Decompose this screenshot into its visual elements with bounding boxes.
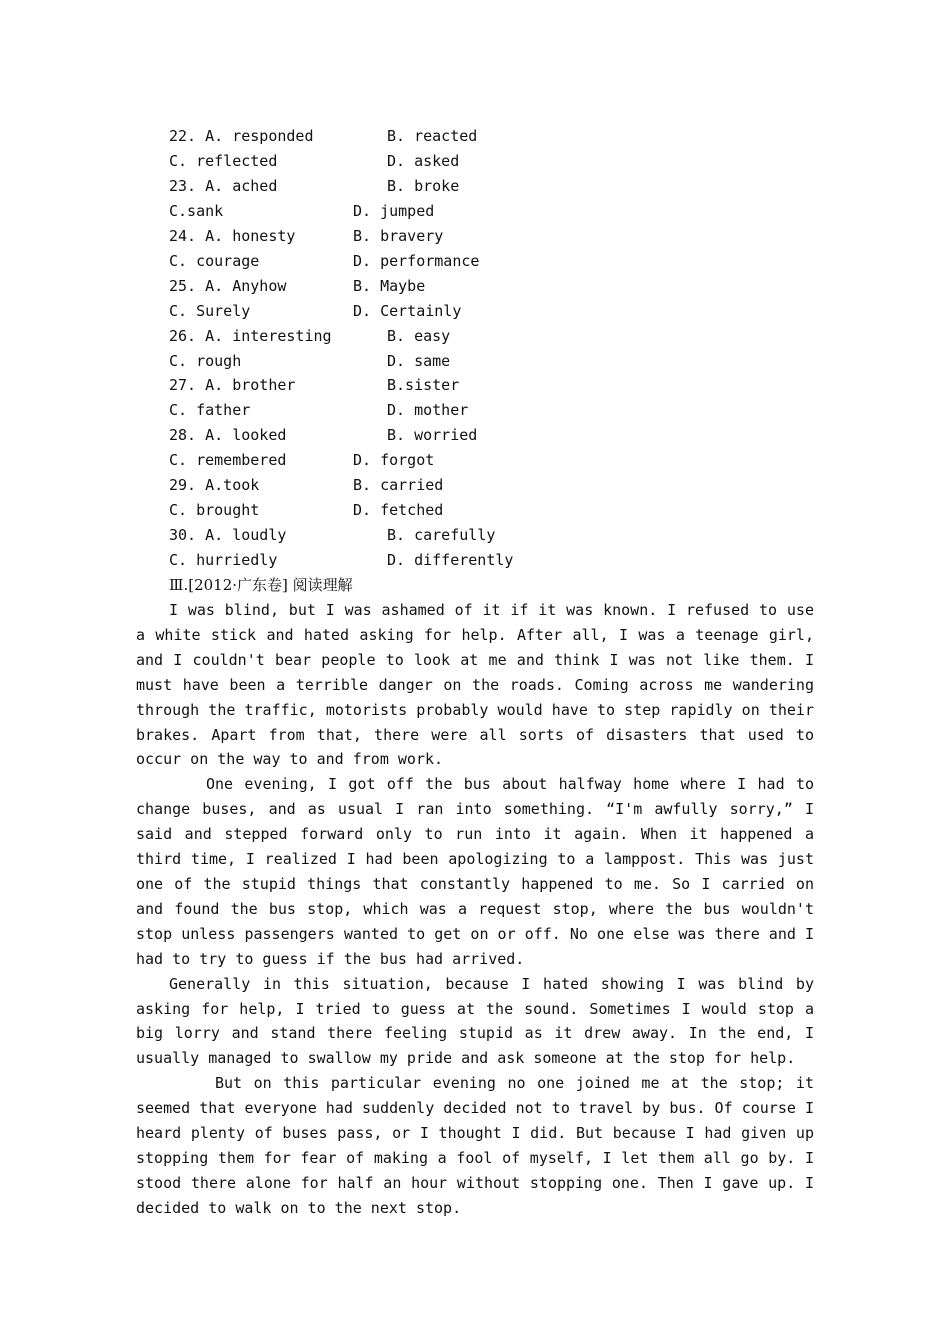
option-a: C.sank	[169, 202, 224, 220]
option-b: D. asked	[387, 152, 460, 170]
option-a: 24. A. honesty	[169, 227, 296, 245]
reading-passage	[136, 598, 814, 1221]
option-b: B. easy	[387, 327, 451, 345]
option-b: B. worried	[387, 426, 478, 444]
option-b: B. reacted	[387, 127, 478, 145]
option-a: 26. A. interesting	[169, 327, 332, 345]
passage-paragraph: Generally in this situation, because I hated showing I was blind by asking for help, I tried to guess at the sound. Sometimes I would stop a big lorry and stand there feeling stupid as it drew away. In the end, I usually managed to swallow my pride and ask someone at the stop for help.	[136, 974, 814, 1068]
option-a: 25. A. Anyhow	[169, 277, 287, 295]
option-b: D. Certainly	[353, 302, 462, 320]
option-a: C. Surely	[169, 302, 251, 320]
option-a: C. courage	[169, 252, 260, 270]
option-a: C. remembered	[169, 451, 287, 469]
option-b: D. performance	[353, 252, 480, 270]
option-b: D. fetched	[353, 501, 444, 519]
option-a: 23. A. ached	[169, 177, 278, 195]
option-a: 22. A. responded	[169, 127, 314, 145]
option-b: B. Maybe	[353, 277, 426, 295]
option-b: D. mother	[387, 401, 469, 419]
option-b: B.sister	[387, 376, 460, 394]
option-b: B. broke	[387, 177, 460, 195]
option-b: B. carefully	[387, 526, 496, 544]
option-a: 30. A. loudly	[169, 526, 287, 544]
option-b: D. differently	[387, 551, 514, 569]
passage-paragraph: I was blind, but I was ashamed of it if it was known. I refused to use a white stick and hated asking for help. After all, I was a teenage girl, and I couldn't bear people to look at me and think I was not like them. I must have been a terrible danger on the roads. Coming across me wandering through the traffic, motorists probably would have to step rapidly on their brakes. Apart from that, there were all sorts of disasters that used to occur on the way to and from work.	[136, 601, 814, 769]
option-b: B. bravery	[353, 227, 444, 245]
option-a: C. rough	[169, 352, 242, 370]
option-a: C. hurriedly	[169, 551, 278, 569]
passage-paragraph: One evening, I got off the bus about halfway home where I had to change buses, and as usual I ran into something. “I'm awfully sorry,” I said and stepped forward only to run into it again. When it happened a third time, I realized I had been apologizing to a lamppost. This was just one of the stupid things that constantly happened to me. So I carried on and found the bus stop, which was a request stop, where the bus wouldn't stop unless passengers wanted to get on or off. No one else was there and I had to try to guess if the bus had arrived.	[136, 775, 814, 968]
option-b: D. forgot	[353, 451, 435, 469]
option-a: C. reflected	[169, 152, 278, 170]
option-a: C. father	[169, 401, 251, 419]
option-a: 28. A. looked	[169, 426, 287, 444]
option-a: 29. A.took	[169, 476, 260, 494]
option-b: D. jumped	[353, 202, 435, 220]
option-a: C. brought	[169, 501, 260, 519]
option-b: B. carried	[353, 476, 444, 494]
passage-paragraph: But on this particular evening no one joined me at the stop; it seemed that everyone had suddenly decided not to travel by bus. Of course I heard plenty of buses pass, or I thought I did. But because I had given up stopping them for fear of making a fool of myself, I let them all go by. I stood there alone for half an hour without stopping one. Then I gave up. I decided to walk on to the next stop.	[136, 1074, 814, 1217]
option-a: 27. A. brother	[169, 376, 296, 394]
option-b: D. same	[387, 352, 451, 370]
section-heading: Ⅲ.[2012·广东卷] 阅读理解	[169, 576, 353, 594]
